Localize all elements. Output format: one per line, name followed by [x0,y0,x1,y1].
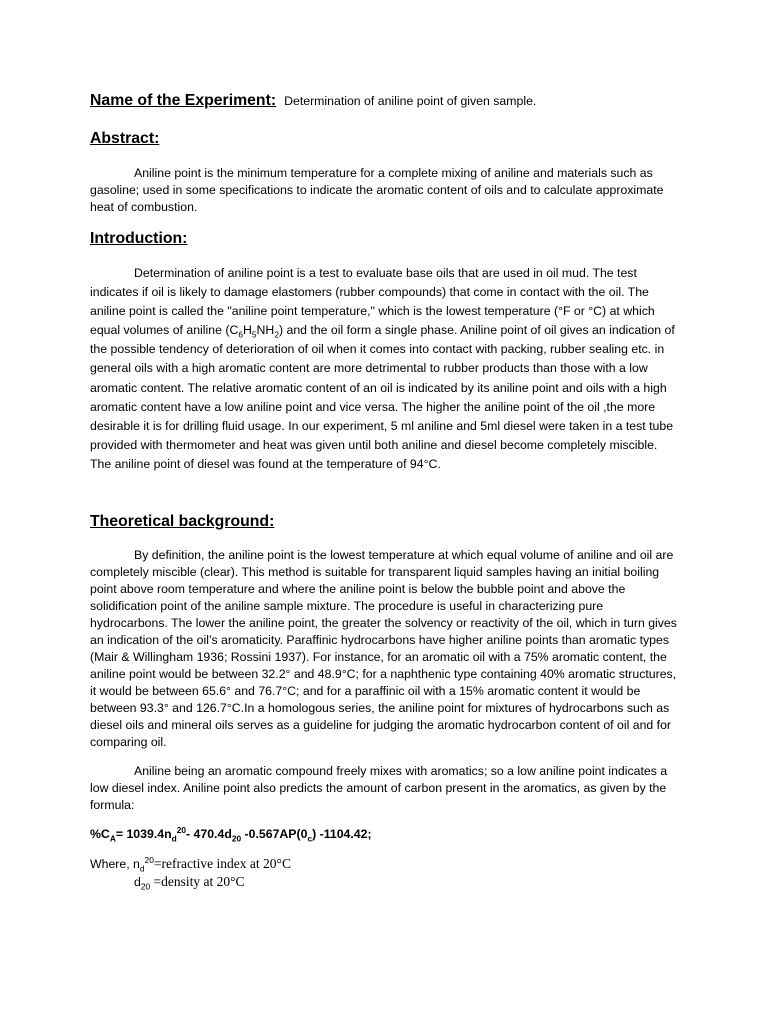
introduction-heading: Introduction: [90,230,188,247]
experiment-label: Name of the Experiment: [90,92,277,109]
intro-text-after: ) and the oil form a single phase. Aniline point of oil gives an indication of the possible tendency of deterioration of oil when it comes into contact with packing, rubber sealing etc. in general oils with a high aromatic content are more detrimental to rubber products than those with a low aromatic content. The relative aromatic content of an oil is indicated by its aniline point and oils with a high aromatic content have a low aniline point and vice versa. The higher the aniline point of the oil ,the more desirable it is for drilling fluid usage. In our experiment, 5 ml aniline and 5ml diesel were taken in a test tube provided with thermometer and heat was given until both aniline and diesel become completely miscible. The aniline point of diesel was found at the temperature of 94°C. [90,323,675,471]
experiment-name: Determination of aniline point of given sample. [284,94,537,108]
aromatic-carbon-formula: $\%C_A= 1039.4n_d^{20}-$ $470.4d_{20}$ $-0.567AP(0_c)$ -1104.42; [90,824,372,844]
refractive-index-definition: Where, $n_d^{20}=refractive$ index at 20°C [90,854,291,874]
formula-definitions [90,855,679,891]
intro-text-before: Determination of aniline point is a test to evaluate base oils that are used in oil mud. The test indicates if oil is likely to damage elastomers (rubber compounds) that come in contact with the oil. The aniline point is called the "aniline point temperature," which is the lowest temperature (°F or °C) at which equal volumes of aniline ( [90,266,655,338]
theory-paragraph-1: By definition, the aniline point is the lowest temperature at which equal volume of aniline and oil are completely miscible (clear). This method is suitable for transparent liquid samples having an initial boiling point above room temperature and where the aniline point is below the bubble point and above the solidification point of the aniline sample mixture. The procedure is useful in characterizing pure hydrocarbons. The lower the aniline point, the greater the solvency or reactivity of the oil, which in turn gives an indication of the oil’s aromaticity. Paraffinic hydrocarbons have higher aniline points than aromatic types (Mair & Willingham 1936; Rossini 1937). For instance, for an aromatic oil with a 75% aromatic content, the aniline point would be between 32.2° and 48.9°C; for a naphthenic type containing 40% aromatic structures, it would be between 65.6° and 76.7°C; and for a paraffinic oil with a 15% aromatic content it would be between 93.3° and 126.7°C.In a homologous series, the aniline point for mixtures of hydrocarbons such as diesel oils and mineral oils serves as a guideline for judging the aromatic hydrocarbon content of oil and for comparing oil. [90,548,677,749]
abstract-paragraph: Aniline point is the minimum temperature for a complete mixing of aniline and materials such as gasoline; used in some specifications to indicate the aromatic content of oils and to calculate approximate heat of combustion. [90,166,664,214]
abstract-heading: Abstract: [90,130,160,147]
aniline-formula: $C_6H_5NH_2$ [229,323,279,340]
introduction-paragraph [90,264,679,474]
theory-paragraph-2: Aniline being an aromatic compound freely mixes with aromatics; so a low aniline point indicates a low diesel index. Aniline point also predicts the amount of carbon present in the aromatics, as given by the formula: [90,764,668,812]
theory-heading: Theoretical background: [90,513,275,530]
density-definition: $d_{20}$ =density at 20°C [134,874,245,892]
experiment-title-line [90,92,679,110]
